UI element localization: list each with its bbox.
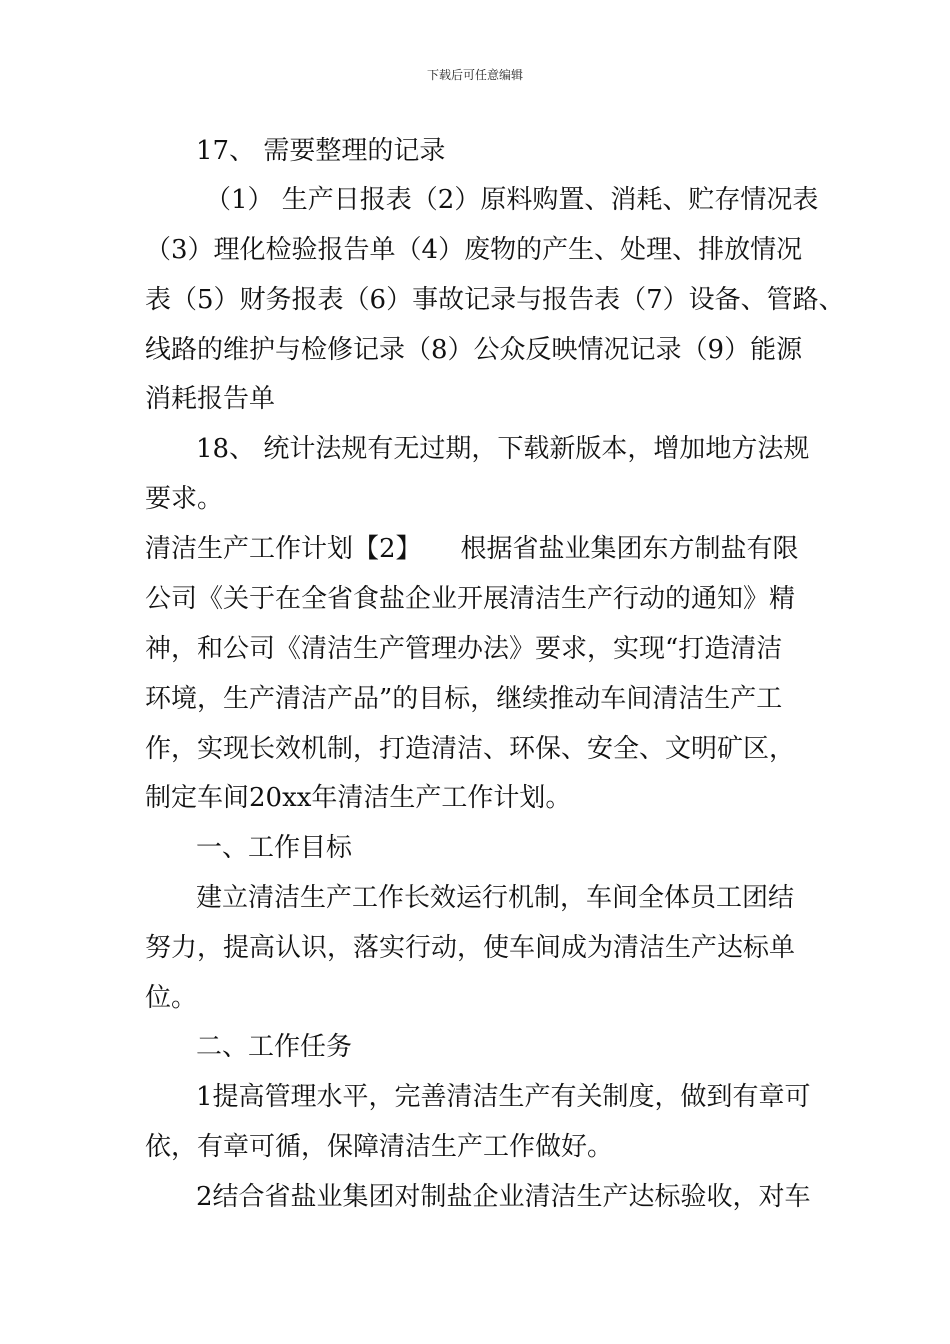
paragraph-line: 制定车间20xx年清洁生产工作计划。 (145, 783, 572, 813)
paragraph-line: 位。 (145, 983, 198, 1013)
paragraph-line: 作，实现长效机制，打造清洁、环保、安全、文明矿区， (145, 734, 796, 764)
subheading-work-tasks: 二、工作任务 (196, 1032, 353, 1062)
paragraph-line: 表（5）财务报表（6）事故记录与报告表（7）设备、管路、 (145, 285, 845, 315)
paragraph-line: 要求。 (145, 484, 224, 514)
paragraph-line: （1） 生产日报表（2）原料购置、消耗、贮存情况表 (205, 185, 819, 215)
paragraph-line: 线路的维护与检修记录（8）公众反映情况记录（9）能源 (145, 335, 803, 365)
section-title-line: 清洁生产工作计划【2】 根据省盐业集团东方制盐有限 (145, 534, 799, 564)
paragraph-line: （3）理化检验报告单（4）废物的产生、处理、排放情况 (145, 235, 803, 265)
paragraph-line: 消耗报告单 (145, 384, 276, 414)
paragraph-line: 努力，提高认识，落实行动，使车间成为清洁生产达标单 (145, 933, 796, 963)
paragraph-line: 依，有章可循，保障清洁生产工作做好。 (145, 1132, 614, 1162)
subheading-work-goal: 一、工作目标 (196, 833, 353, 863)
paragraph-line: 神，和公司《清洁生产管理办法》要求，实现“打造清洁 (145, 634, 783, 664)
paragraph-line: 环境，生产清洁产品”的目标，继续推动车间清洁生产工 (145, 684, 783, 714)
item-17-heading: 17、 需要整理的记录 (196, 136, 446, 166)
paragraph-line: 公司《关于在全省食盐企业开展清洁生产行动的通知》精 (145, 584, 796, 614)
paragraph-line: 建立清洁生产工作长效运行机制，车间全体员工团结 (196, 883, 795, 913)
paragraph-line: 2结合省盐业集团对制盐企业清洁生产达标验收，对车 (196, 1182, 811, 1212)
paragraph-line: 1提高管理水平，完善清洁生产有关制度，做到有章可 (196, 1082, 811, 1112)
header-note: 下载后可任意编辑 (426, 68, 523, 82)
item-18-heading: 18、 统计法规有无过期，下载新版本，增加地方法规 (196, 434, 810, 464)
